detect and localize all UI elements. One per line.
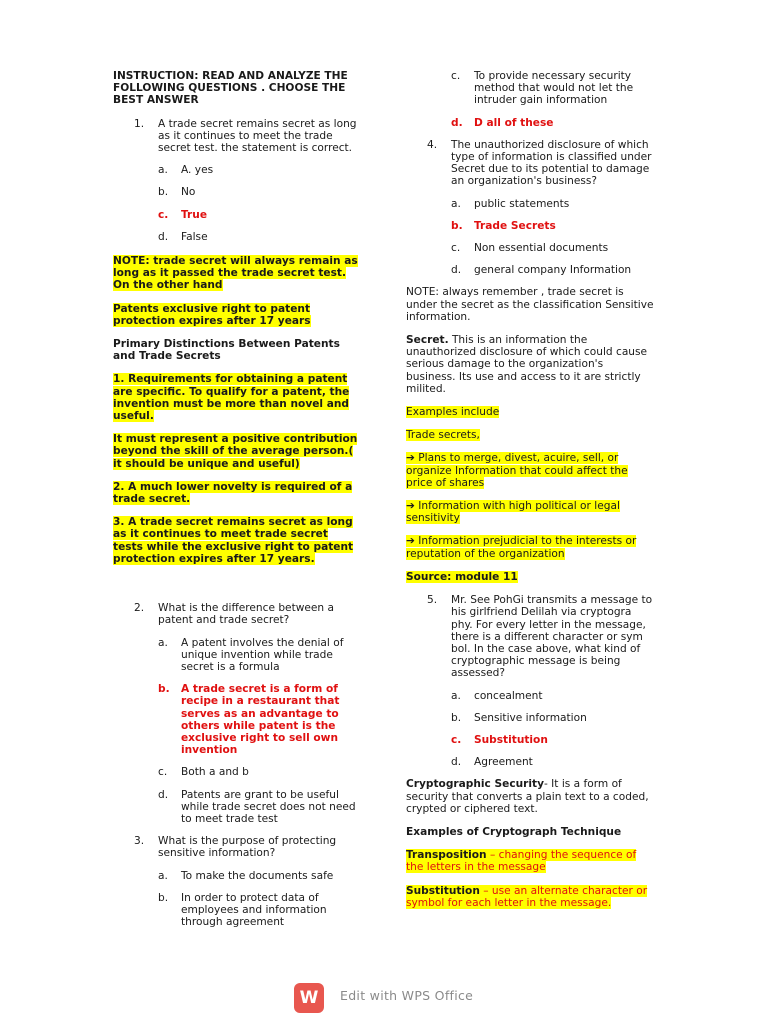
- option-letter: b.: [158, 186, 169, 199]
- crypto-examples-title: Examples of Cryptograph Technique: [406, 825, 622, 838]
- question-3: [113, 835, 361, 859]
- note-trade-secret: NOTE: trade secret will always remain as long as it passed the trade secret test. On the other hand: [113, 255, 358, 292]
- option-letter: c.: [451, 70, 461, 82]
- note-secret: NOTE: always remember , trade secret is under the secret as the classification Sensitive information.: [406, 286, 654, 323]
- question-number: 5.: [427, 594, 438, 607]
- option-text: Sensitive information: [474, 711, 587, 724]
- example-plans: ➔ Plans to merge, divest, acuire, sell, or organize Information that could affect the price of shares: [406, 452, 628, 489]
- option-text: To provide necessary security method that would not let the intruder gain information: [474, 70, 634, 107]
- option-correct: [406, 117, 654, 129]
- option-text: D all of these: [474, 116, 554, 129]
- option-letter: a.: [158, 164, 168, 177]
- option-text: Agreement: [474, 756, 533, 769]
- option-correct: [406, 220, 654, 232]
- question-text: What is the purpose of protecting sensitive information?: [158, 835, 337, 860]
- option-letter: b.: [158, 891, 169, 904]
- distinction-3: 3. A trade secret remains secret as long as it continues to meet trade secret tests while the exclusive right to patent protection expires after 17 years.: [113, 516, 354, 565]
- option-letter: d.: [451, 116, 463, 129]
- option-text: public statements: [474, 197, 570, 210]
- option-text: A trade secret is a form of recipe in a restaurant that serves as an advantage to others while patent is the exclusive right to sell own invention: [181, 683, 340, 757]
- crypto-definition: Cryptographic Security- It is a form of security that converts a plain text to a coded, crypted or ciphered text.: [406, 778, 649, 815]
- option: [406, 690, 654, 702]
- option-text: Trade Secrets: [474, 219, 556, 232]
- distinction-2: 2. A much lower novelty is required of a trade secret.: [113, 480, 353, 506]
- instruction: INSTRUCTION: READ AND ANALYZE THE FOLLOWING QUESTIONS . CHOOSE THE BEST ANSWER: [113, 70, 348, 107]
- question-text: A trade secret remains secret as long as it continues to meet the trade secret test. the statement is correct.: [158, 117, 357, 155]
- question-1: [113, 118, 361, 155]
- wps-footer[interactable]: [294, 983, 514, 1013]
- wps-logo-icon[interactable]: W: [294, 983, 324, 1013]
- question-2: [113, 602, 361, 626]
- option-text: Non essential documents: [474, 242, 609, 255]
- question-number: 3.: [134, 835, 145, 848]
- option: [113, 231, 361, 243]
- option-correct: [113, 683, 361, 756]
- secret-definition: Secret. This is an information the unauthorized disclosure of which could cause serious damage to the organization's business. Its use and access to it are strictly milited.: [406, 334, 648, 395]
- examples-include: Examples include: [406, 406, 500, 419]
- option-letter: b.: [158, 683, 170, 696]
- option-correct: [406, 734, 654, 746]
- option: [406, 264, 654, 276]
- question-text: What is the difference between a patent and trade secret?: [158, 602, 335, 627]
- option-text: False: [181, 230, 208, 243]
- option-text: concealment: [474, 689, 543, 702]
- option: [113, 870, 361, 882]
- option: [113, 164, 361, 176]
- option: [406, 712, 654, 724]
- example-political: ➔ Information with high political or legal sensitivity: [406, 500, 620, 525]
- option-letter: b.: [451, 711, 462, 724]
- option-letter: c.: [158, 766, 168, 779]
- question-number: 4.: [427, 138, 438, 151]
- option-text: A. yes: [181, 164, 214, 177]
- option-text: Patents are grant to be useful while trade secret does not need to meet trade test: [181, 788, 356, 825]
- option: [406, 242, 654, 254]
- distinction-1: 1. Requirements for obtaining a patent are specific. To qualify for a patent, the invention must be more than novel and useful.: [113, 373, 350, 423]
- right-column: [406, 70, 654, 920]
- option-letter: d.: [158, 230, 169, 243]
- option-text: True: [181, 208, 208, 221]
- option-text: A patent involves the denial of unique invention while trade secret is a formula: [181, 636, 344, 673]
- distinctions-title: Primary Distinctions Between Patents and Trade Secrets: [113, 338, 340, 363]
- option: [113, 766, 361, 778]
- option: [113, 892, 361, 929]
- option-letter: a.: [158, 869, 168, 882]
- option: [406, 756, 654, 768]
- transposition: Transposition – changing the sequence of the letters in the message: [406, 849, 637, 874]
- question-4: [406, 139, 654, 188]
- option-text: Substitution: [474, 733, 548, 746]
- question-number: 1.: [134, 117, 145, 130]
- option-letter: a.: [451, 689, 461, 702]
- option-letter: b.: [451, 219, 463, 232]
- option-text: In order to protect data of employees and information through agreement: [181, 891, 327, 929]
- substitution: Substitution – use an alternate character or symbol for each letter in the message.: [406, 884, 648, 909]
- source: Source: module 11: [406, 570, 518, 583]
- option-correct: [113, 209, 361, 221]
- option-letter: d.: [451, 264, 462, 277]
- option: [113, 186, 361, 198]
- option-letter: a.: [451, 197, 461, 210]
- question-number: 2.: [134, 602, 145, 615]
- option-letter: d.: [451, 756, 462, 769]
- question-text: The unauthorized disclosure of which type of information is classified under Secret due to its potential to damage an organization's business?: [451, 138, 652, 188]
- example-prejudicial: ➔ Information prejudicial to the interests or reputation of the organization: [406, 535, 637, 560]
- option-letter: c.: [451, 733, 462, 746]
- option: [406, 70, 654, 107]
- example-trade-secrets: Trade secrets,: [406, 429, 480, 442]
- patents-note: Patents exclusive right to patent protection expires after 17 years: [113, 302, 311, 327]
- option-letter: d.: [158, 788, 169, 801]
- option: [113, 637, 361, 674]
- option: [406, 198, 654, 210]
- option-letter: c.: [158, 208, 169, 221]
- question-5: [406, 594, 654, 679]
- option-text: Both a and b: [181, 766, 249, 779]
- left-column: [113, 70, 361, 938]
- option-text: general company Information: [474, 264, 632, 277]
- option-letter: c.: [451, 242, 461, 255]
- option-text: To make the documents safe: [181, 869, 334, 882]
- option-text: No: [181, 186, 196, 199]
- distinction-1b: It must represent a positive contribution beyond the skill of the average person.( it should be unique and useful): [113, 433, 358, 470]
- edit-with-wps-link[interactable]: Edit with WPS Office: [340, 988, 474, 1003]
- option-letter: a.: [158, 636, 168, 649]
- question-text: Mr. See PohGi transmits a message to his girlfriend Delilah via cryptogra phy. For every letter in the message, there is a different character or sym bol. In the case above, what kind of cryptographic message is being assessed?: [451, 594, 653, 680]
- option: [113, 789, 361, 826]
